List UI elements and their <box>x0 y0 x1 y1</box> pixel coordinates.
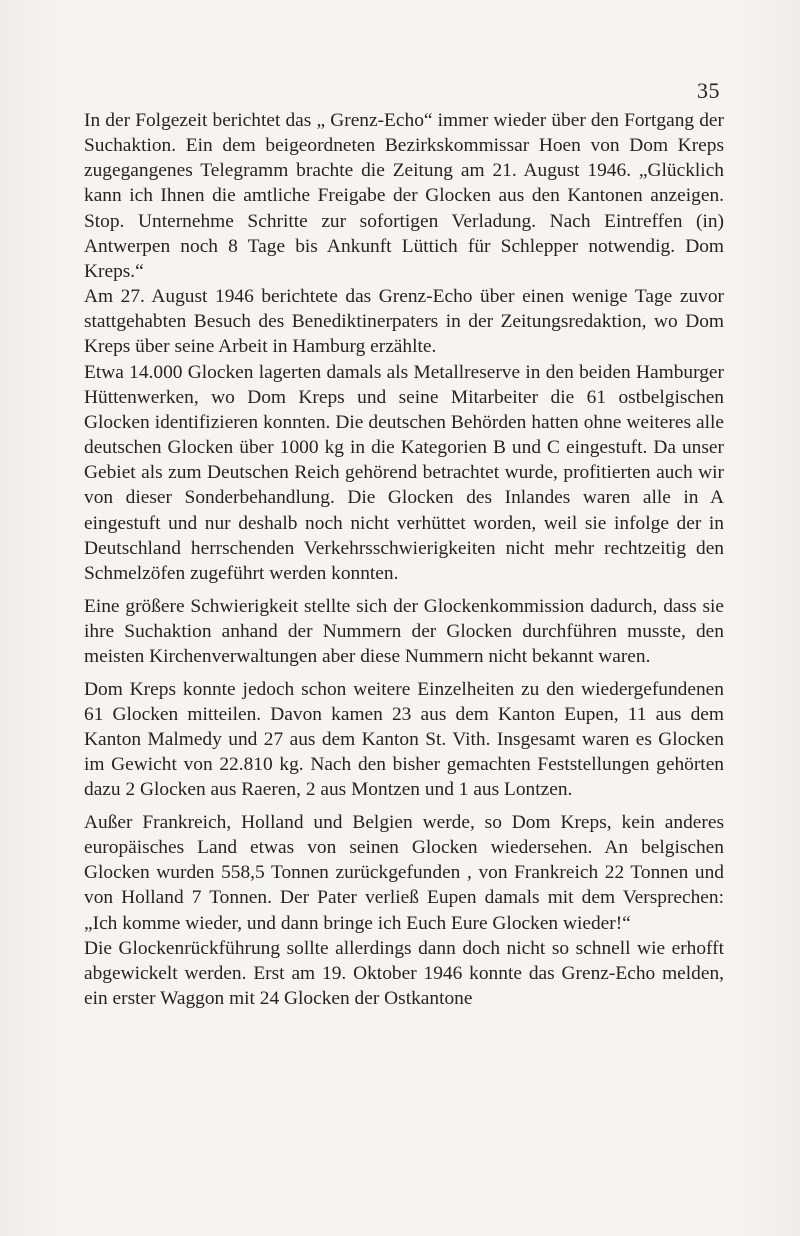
page-number: 35 <box>697 78 720 103</box>
paragraph: Dom Kreps konnte jedoch schon weitere Einzelheiten zu den wiedergefundenen 61 Glocken mitteilen. Davon kamen 23 aus dem Kanton Eupen, 11 aus dem Kanton Malmedy und 27 aus dem Kanton St. Vith. Insgesamt waren es Glocken im Gewicht von 22.810 kg. Nach den bisher gemachten Feststellungen gehörten dazu 2 Glocken aus Raeren, 2 aus Montzen und 1 aus Lontzen. <box>84 678 724 801</box>
body-text <box>84 108 724 1011</box>
paragraph: Die Glockenrückführung sollte allerdings dann doch nicht so schnell wie erhofft abgewickelt werden. Erst am 19. Oktober 1946 konnte das Grenz-Echo melden, ein erster Waggon mit 24 Glocken der Ostkantone <box>84 937 724 1010</box>
paragraph: Außer Frankreich, Holland und Belgien werde, so Dom Kreps, kein anderes europäisches Land etwas von seinen Glocken wiedersehen. An belgischen Glocken wurden 558,5 Tonnen zurückgefunden , von Frankreich 22 Tonnen und von Holland 7 Tonnen. Der Pater verließ Eupen damals mit dem Versprechen: „Ich komme wieder, und dann bringe ich Euch Eure Glocken wieder!“ <box>84 812 724 934</box>
paragraph: In der Folgezeit berichtet das „ Grenz-Echo“ immer wieder über den Fortgang der Suchaktion. Ein dem beigeordneten Bezirkskommissar Hoen von Dom Kreps zugegangenes Telegramm brachte die Zeitung am 21. August 1946. „Glücklich kann ich Ihnen die amtliche Freigabe der Glocken aus den Kantonen anzeigen. Stop. Unternehme Schritte zur sofortigen Verladung. Nach Eintreffen (in) Antwerpen noch 8 Tage bis Ankunft Lüttich für Schlepper notwendig. Dom Kreps.“ <box>84 110 724 282</box>
paragraph: Etwa 14.000 Glocken lagerten damals als Metallreserve in den beiden Hamburger Hüttenwerken, wo Dom Kreps und seine Mitarbeiter die 61 ostbelgischen Glocken identifizieren konnten. Die deutschen Behörden hatten ohne weiteres alle deutschen Glocken über 1000 kg in die Kategorien B und C eingestuft. Da unser Gebiet als zum Deutschen Reich gehörend betrachtet wurde, profitierten auch wir von dieser Sonderbehandlung. Die Glocken des Inlandes waren alle in A eingestuft und nur deshalb noch nicht verhüttet worden, weil sie infolge der in Deutschland herrschenden Verkehrsschwierigkeiten nicht mehr rechtzeitig den Schmelzöfen zugeführt werden konnten. <box>84 361 724 584</box>
paragraph: Eine größere Schwierigkeit stellte sich der Glockenkommission dadurch, dass sie ihre Suchaktion anhand der Nummern der Glocken durchführen musste, den meisten Kirchenverwaltungen aber diese Nummern nicht bekannt waren. <box>84 595 724 667</box>
paragraph: Am 27. August 1946 berichtete das Grenz-Echo über einen wenige Tage zuvor stattgehabten Besuch des Benediktinerpaters in der Zeitungsredaktion, wo Dom Kreps über seine Arbeit in Hamburg erzählte. <box>84 286 724 358</box>
